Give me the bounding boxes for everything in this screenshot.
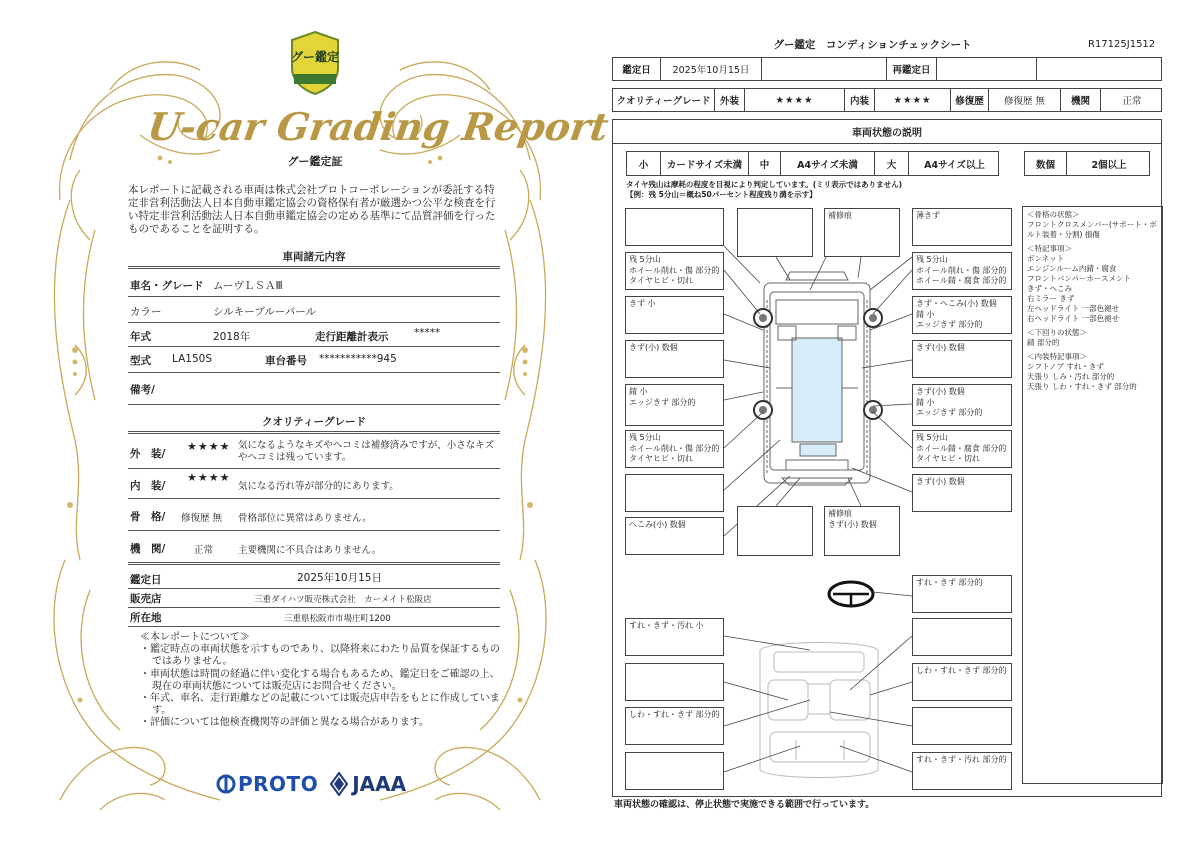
note-item: ・鑑定時点の車両状態を示すものであり、以降将来にわたり品質を保証するものではありません。: [140, 644, 500, 668]
condition-box-int-right-b: しわ・すれ・きず 部分的: [912, 663, 1012, 701]
interior-note-line: シフトノブ すれ・きず: [1027, 362, 1104, 371]
proto-mark-icon: [216, 773, 236, 795]
spec-mileage-value: *****: [414, 327, 441, 339]
certificate-text: 本レポートに記載される車両は株式会社プロトコーポレーションが委託する特定非営利活動法人日本自動車鑑定協会の資格保有者が厳選かつ公平な検査を行い特定非営利活動法人日本自動車鑑定協会の定める基準にて品質評価を行ったものであることを証明する。: [128, 184, 496, 235]
interior-notes-block: [1027, 352, 1158, 392]
condition-box-int-left-b: [625, 663, 724, 701]
engine-label: 機関: [1061, 89, 1101, 111]
proto-logo-text: PROTO: [238, 772, 319, 796]
special-note-line: 右ヘッドライト 一部色褪せ: [1027, 314, 1120, 323]
underbody-line: 錆 部分的: [1027, 338, 1060, 347]
condition-box-right-b: きず(小) 数個: [912, 340, 1012, 378]
footer-date-value: 2025年10月15日: [297, 572, 382, 584]
footer-address-label: 所在地: [130, 612, 162, 624]
footer-shop-value: 三重ダイハツ販売株式会社 カーメイト松阪店: [254, 595, 432, 605]
interior-notes-title: ＜内装特記事項＞: [1027, 352, 1087, 361]
frame-status-line: フロントクロスメンバー(サポート・ボ: [1027, 220, 1157, 229]
divider: [128, 498, 500, 499]
report-notes: [140, 632, 500, 730]
special-note-line: 右ミラー きず: [1027, 294, 1075, 303]
engine-value: 正常: [1122, 96, 1142, 107]
quality-frame-label: 骨 格/: [130, 511, 166, 523]
proto-logo: [216, 772, 318, 796]
condition-box-left-b: きず(小) 数個: [625, 340, 724, 378]
notes-title: ≪本レポートについて≫: [140, 632, 250, 643]
quality-interior-comment: 気になる汚れ等が部分的にあります。: [238, 481, 399, 492]
divider: [128, 431, 500, 434]
spec-remarks-label: 備考/: [130, 384, 155, 396]
quality-frame-value: 修復歴 無: [181, 513, 223, 524]
divider: [128, 588, 500, 589]
condition-box-int-left-a: すれ・きず・汚れ 小: [625, 618, 724, 656]
special-note-line: フロントバンパーホースメント: [1027, 274, 1131, 283]
footer-address-value: 三重県松阪市市場庄町1200: [284, 614, 391, 624]
divider: [128, 468, 500, 469]
frame-status-block: [1027, 210, 1158, 240]
divider: [128, 322, 500, 323]
interior-stars: ★★★★: [875, 89, 951, 111]
tire-note: タイヤ残山は摩耗の程度を目視により判定しています。(ミリ表示ではありません): [626, 180, 903, 189]
legend-count: 数個: [1025, 152, 1067, 175]
spec-model-label: 型式: [130, 355, 151, 367]
condition-box-int-right-a: [912, 618, 1012, 656]
legend-large-desc: A4サイズ以上: [924, 159, 985, 171]
condition-box-int-right-d: すれ・きず・汚れ 部分的: [912, 752, 1012, 790]
divider: [128, 404, 500, 405]
report-title: U-car Grading Report: [144, 104, 612, 149]
repair-history-label: 修復歴: [951, 89, 989, 111]
condition-box-left-a: きず 小: [625, 296, 724, 334]
footer-shop-label: 販売店: [130, 593, 162, 605]
underbody-block: [1027, 328, 1158, 348]
certificate-title: グー鑑定証: [287, 155, 343, 168]
legend-mid: 中: [749, 152, 781, 175]
inspection-date-value: 2025年10月15日: [661, 58, 762, 80]
divider: [128, 626, 500, 627]
quality-engine-comment: 主要機関に不具合はありません。: [238, 545, 382, 556]
special-note-line: きず・へこみ: [1027, 284, 1072, 293]
legend-small: 小: [627, 152, 661, 175]
quality-engine-label: 機 関/: [130, 543, 166, 555]
special-notes-block: [1027, 244, 1158, 324]
frame-status-title: ＜骨格の状態＞: [1027, 210, 1080, 219]
exterior-stars: ★★★★: [745, 89, 845, 111]
special-note-line: 左ヘッドライト 一部色褪せ: [1027, 304, 1120, 313]
quality-engine-value: 正常: [194, 545, 214, 556]
condition-box-top-right: 薄きず: [912, 208, 1012, 246]
divider: [128, 562, 500, 565]
special-note-line: ボンネット: [1027, 254, 1065, 263]
sheet-footer-note: 車両状態の確認は、停止状態で実施できる範囲で行っています。: [614, 800, 875, 810]
note-item: ・車両状態は時間の経過に伴い変化する場合もあるため、鑑定日をご確認の上、現在の車両状態については販売店にお問合せください。: [140, 668, 500, 692]
goo-kantei-emblem: [286, 30, 344, 96]
divider: [128, 607, 500, 608]
interior-note-line: 天張り しみ・汚れ 部分的: [1027, 372, 1115, 381]
special-notes-title: ＜特記事項＞: [1027, 244, 1072, 253]
exterior-label: 外装: [715, 89, 745, 111]
legend-mid-desc: A4サイズ未満: [781, 152, 875, 175]
condition-box-steering: すれ・きず 部分的: [912, 575, 1012, 613]
divider: [128, 296, 500, 297]
condition-box-bottom-a: [737, 506, 813, 556]
condition-box-bottom-mid: 補修痕 きず(小) 数個: [824, 506, 900, 556]
underbody-title: ＜下回りの状態＞: [1027, 328, 1087, 337]
quality-exterior-label: 外 装/: [130, 448, 166, 460]
legend-small-desc: カードサイズ未満: [661, 152, 749, 175]
spec-name-value: ムーヴＬＳＡⅢ: [213, 280, 283, 292]
condition-box-front-left-tire: 残 5分山 ホイール削れ・傷 部分的 タイヤヒビ・切れ: [625, 252, 724, 290]
condition-box-front-right-tire: 残 5分山 ホイール削れ・傷 部分的 ホイール錆・腐食 部分的: [912, 252, 1012, 290]
spec-year-value: 2018年: [213, 331, 251, 343]
condition-box-right-d: きず(小) 数個: [912, 474, 1012, 512]
jaaa-logo: [330, 772, 406, 796]
condition-box-right-a: きず・へこみ(小) 数個 錆 小 エッジきず 部分的: [912, 296, 1012, 334]
condition-box-top-mid: 補修痕: [824, 208, 900, 257]
note-item: ・年式、車名、走行距離などの記載については販売店申告をもとに作成しています。: [140, 693, 500, 717]
divider: [128, 346, 500, 347]
tire-note-example: 【例：残 5分山＝概ね50パーセント程度残り溝を示す】: [626, 190, 817, 199]
condition-box-rear-left-tire: 残 5分山 ホイール削れ・傷 部分的 タイヤヒビ・切れ: [625, 430, 724, 468]
emblem-label: グー鑑定: [290, 50, 339, 64]
divider: [128, 530, 500, 531]
interior-note-line: 天張り しわ・すれ・きず 部分的: [1027, 382, 1137, 391]
spec-model-value: LA150S: [172, 353, 212, 365]
quality-interior-label: 内 装/: [130, 480, 166, 492]
special-notes-panel: [1022, 206, 1163, 784]
condition-box-top-a: [737, 208, 813, 257]
sponsor-logos: [216, 769, 406, 799]
condition-box-int-left-c: しわ・すれ・きず 部分的: [625, 707, 724, 745]
condition-check-sheet: [600, 0, 1200, 848]
quality-exterior-comment: 気になるようなキズやヘコミは補修済みですが、小さなキズやヘコミは残っています。: [238, 440, 495, 463]
spec-color-value: シルキーブルーパール: [213, 306, 317, 318]
divider: [128, 266, 500, 269]
legend-count-desc: 2個以上: [1091, 159, 1127, 171]
quality-frame-comment: 骨格部位に異常はありません。: [238, 513, 372, 524]
condition-box-int-right-c: [912, 707, 1012, 745]
condition-box-int-left-d: [625, 752, 724, 790]
quality-section-title: クオリティーグレード: [262, 416, 366, 428]
divider: [128, 372, 500, 373]
condition-box-top-left: [625, 208, 724, 246]
spec-chassis-value: ***********945: [319, 353, 397, 365]
jaaa-mark-icon: [330, 772, 348, 796]
frame-status-line: ルト装着・分割) 損傷: [1027, 230, 1100, 239]
condition-box-left-c: 錆 小 エッジきず 部分的: [625, 384, 724, 426]
legend-large: 大: [875, 152, 909, 175]
spec-color-label: カラー: [130, 306, 162, 318]
sheet-code: R17125J1512: [1088, 39, 1156, 50]
inspection-date-label: 鑑定日: [613, 58, 661, 80]
spec-chassis-label: 車台番号: [265, 355, 307, 367]
footer-date-label: 鑑定日: [130, 574, 162, 586]
note-item: ・評価については他検査機関等の評価と異なる場合があります。: [140, 717, 429, 729]
condition-box-left-bottom: へこみ(小) 数個: [625, 517, 724, 555]
quality-grade-label: クオリティーグレード: [613, 89, 715, 111]
spec-year-label: 年式: [130, 331, 151, 343]
sheet-title: グー鑑定 コンディションチェックシート: [773, 39, 972, 51]
condition-box-right-c: きず(小) 数個 錆 小 エッジきず 部分的: [912, 384, 1012, 426]
special-note-line: エンジンルーム内錆・腐食: [1027, 264, 1117, 273]
jaaa-logo-text: JAAA: [352, 772, 407, 796]
reinspection-date-label: 再鑑定日: [887, 58, 937, 80]
condition-box-rear-right-tire: 残 5分山 ホイール錆・腐食 部分的 タイヤヒビ・切れ: [912, 430, 1012, 468]
spec-mileage-label: 走行距離計表示: [315, 331, 389, 343]
spec-row-name: [130, 278, 204, 293]
spec-section-title: 車両諸元内容: [282, 251, 346, 263]
quality-interior-stars: ★★★★: [187, 471, 231, 484]
quality-exterior-stars: ★★★★: [187, 440, 231, 453]
condition-section-title: 車両状態の説明: [613, 120, 1161, 144]
interior-label: 内装: [845, 89, 875, 111]
repair-history-value: 修復歴 無: [989, 89, 1061, 111]
condition-box-left-d: [625, 474, 724, 512]
spec-name-label: 車名・グレード: [130, 280, 204, 292]
